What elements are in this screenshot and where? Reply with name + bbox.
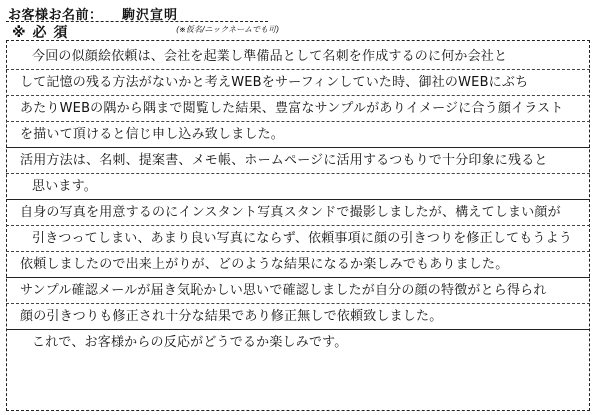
text-line-4: を描いて頂けると信じ申し込み致しました。 bbox=[6, 122, 590, 148]
text-line-9: 依頼しましたので出来上がりが、どのような結果になるか楽しみでもありました。 bbox=[6, 252, 590, 278]
text-line-2: して記憶の残る方法がないかと考えWEBをサーフィンしていた時、御社のWEBにぶち bbox=[6, 70, 590, 96]
customer-name-row bbox=[6, 3, 268, 22]
text-line-8: 引きつってしまい、あまり良い写真にならず、依頼事項に顔の引きつりを修正してもうよう bbox=[6, 226, 590, 252]
required-label: ※ 必 須 bbox=[12, 25, 69, 41]
text-line-7: 自身の写真を用意するのにインスタント写真スタンドで撮影しましたが、構えてしまい顔が bbox=[6, 200, 590, 226]
customer-name-value: 駒沢宣明 bbox=[122, 8, 179, 23]
text-line-11: 顔の引きつりも修正され十分な結果であり修正無しで依頼致しました。 bbox=[6, 304, 590, 330]
text-line-6: 思います。 bbox=[6, 174, 590, 200]
customer-name-label: お客様お名前： bbox=[8, 8, 103, 23]
text-line-1: 今回の似顔絵依頼は、会社を起業し準備品として名刺を作成するのに何か会社と bbox=[6, 44, 590, 70]
text-line-10: サンプル確認メールが届き気恥かしい思いで確認しましたが自分の顔の特徴がとら得られ bbox=[6, 278, 590, 304]
text-line-3: あたりWEBの隅から隅まで閲覧した結果、豊富なサンプルがありイメージに合う顔イラスト bbox=[6, 96, 590, 122]
nickname-note: (※仮名/ニックネームでも可) bbox=[176, 25, 280, 34]
text-line-12: これで、お客様からの反応がどうでるか楽しみです。 bbox=[32, 335, 348, 350]
text-line-5: 活用方法は、名刺、提案書、メモ帳、ホームページに活用するつもりで十分印象に残ると bbox=[6, 148, 590, 174]
